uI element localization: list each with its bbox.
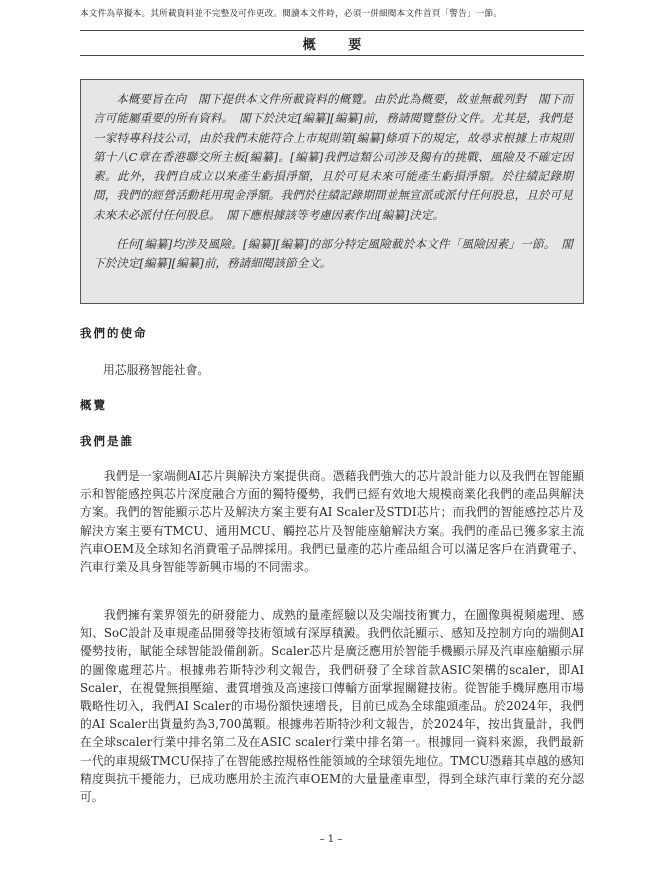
overview-paragraph-2: 我們擁有業界領先的研發能力、成熟的量產經驗以及尖端技術實力，在圖像與視頻處理、感知、SoC設計及車規產品開發等技術領域有深厚積澱。我們依託顯示、感知及控制方向的端側AI優勢技術，賦能全球智能設備創新。Scaler芯片是廣泛應用於智能手機顯示屏及汽車座艙顯示屏的圖像處理芯片。根據弗若斯特沙利文報告，我們研發了全球首款ASIC架構的scaler，即AI Scaler，在視覺無損壓縮、畫質增強及高速接口傳輸方面掌握關鍵技術。從智能手機屏應用市場戰略性切入，我們AI Scaler的市場份額快速增長，目前已成為全球龍頭產品。於2024年，我們的AI Scaler出貨量約為3,700萬顆。根據弗若斯特沙利文報告，於2024年，按出貨量計，我們在全球scaler行業中排名第二及在ASIC scaler行業中排名第一。根據同一資料來源，我們最新一代的車規級TMCU保持了在智能感控規格性能領域的全球領先地位。TMCU憑藉其卓越的感知精度與抗干擾能力，已成功應用於主流汽車OEM的大量量產車型，得到全球汽車行業的充分認可。 — [80, 608, 584, 805]
page-number: – 1 – — [319, 834, 343, 845]
overview-paragraph-1: 我們是一家端側AI芯片與解決方案提供商。憑藉我們強大的芯片設計能力以及我們在智能顯示和智能感控與芯片深度融合方面的獨特優勢，我們已經有效地大規模商業化我們的產品與解決方案。我們的智能顯示芯片及解決方案主要有AI Scaler及STDI芯片；而我們的智能感控芯片及解決方案主要有TMCU、通用MCU、觸控芯片及智能座艙解決方案。我們的產品已獲多家主流汽車OEM及全球知名消費電子品牌採用。我們已量產的芯片產品組合可以滿足客戶在消費電子、汽車行業及具身智能等新興市場的不同需求。 — [80, 469, 584, 575]
mission-statement: 用芯服務智能社會。 — [103, 363, 210, 377]
draft-warning-note: 本文件為草擬本。其所載資料並不完整及可作更改。閱讀本文件時，必須一併細閱本文件首頁「警告」一節。 — [80, 9, 503, 19]
summary-paragraph-1: 本概要旨在向 閣下提供本文件所載資料的概覽。由於此為概要，故並無載列對 閣下而言可能屬重要的所有資料。 閣下於決定[編纂][編纂]前，務請閱覽整份文件。尤其是，我們是一家特專科技公司，由於我們未能符合上市規則第[編纂]條項下的規定，故尋求根據上市規則第十八C章在香港聯交所主板[編纂]。[編纂]我們這類公司涉及獨有的挑戰、風險及不確定因素。此外，我們自成立以來產生虧損淨額，且於可見未來可能產生虧損淨額。於往績記錄期間，我們的經營活動耗用現金淨額。我們於往績記錄期間並無宣派或派付任何股息，且於可見未來未必派付任何股息。 閣下應根據該等考慮因素作出[編纂]決定。 — [93, 92, 573, 222]
title-rule-top — [80, 30, 584, 31]
summary-disclaimer-box — [80, 79, 584, 304]
mission-heading: 我們的使命 — [80, 326, 148, 340]
section-title: 概 要 — [302, 38, 376, 53]
overview-heading: 概覽 — [80, 398, 107, 412]
who-we-are-heading: 我們是誰 — [80, 434, 134, 448]
summary-paragraph-2: 任何[編纂]均涉及風險。[編纂][編纂]的部分特定風險載於本文件「風險因素」一節。 閣下於決定[編纂][編纂]前，務請細閱該節全文。 — [93, 237, 573, 271]
title-rule-bottom — [80, 55, 584, 56]
